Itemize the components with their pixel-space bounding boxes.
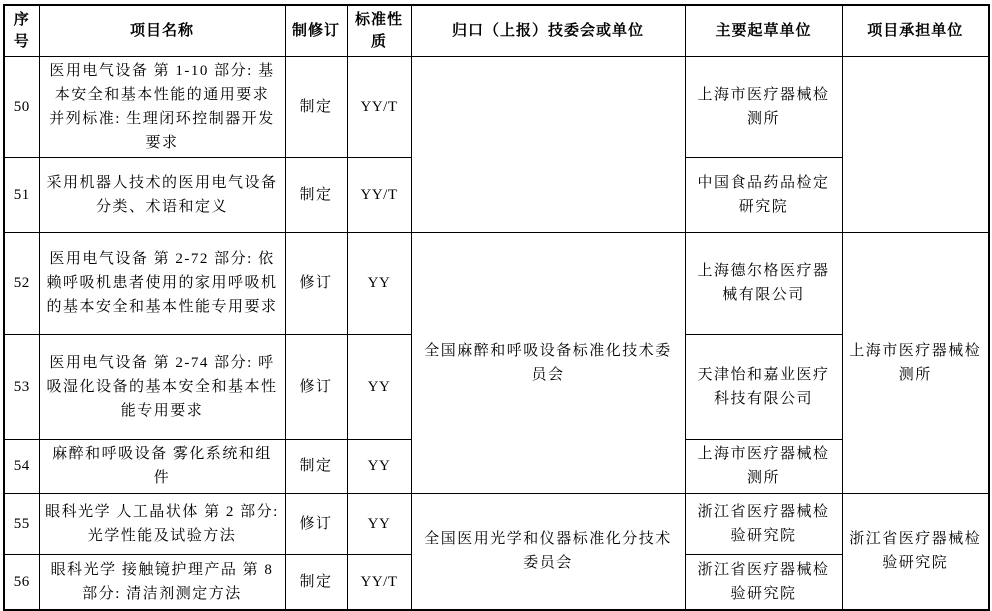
cell-project-name: 医用电气设备 第 2-74 部分: 呼吸湿化设备的基本安全和基本性能专用要求 — [39, 334, 285, 439]
cell-serial-no: 50 — [4, 56, 39, 157]
cell-serial-no: 51 — [4, 157, 39, 232]
cell-standard-nature: YY/T — [347, 157, 411, 232]
cell-project-name: 眼科光学 人工晶状体 第 2 部分: 光学性能及试验方法 — [39, 493, 285, 554]
cell-drafting-unit: 浙江省医疗器械检验研究院 — [685, 554, 842, 610]
table-header-row — [4, 5, 989, 56]
standards-project-table — [3, 4, 990, 611]
table-row — [4, 56, 989, 157]
cell-committee-rows-52-54: 全国麻醉和呼吸设备标准化技术委员会 — [411, 232, 685, 493]
cell-project-name: 采用机器人技术的医用电气设备分类、术语和定义 — [39, 157, 285, 232]
cell-serial-no: 54 — [4, 439, 39, 493]
cell-undertaking-unit-rows-52-54: 上海市医疗器械检测所 — [842, 232, 989, 493]
column-header-standard-nature: 标准性质 — [347, 5, 411, 56]
cell-undertaking-unit-rows-50-51 — [842, 56, 989, 232]
cell-drafting-unit: 中国食品药品检定研究院 — [685, 157, 842, 232]
cell-serial-no: 56 — [4, 554, 39, 610]
cell-standard-nature: YY — [347, 334, 411, 439]
cell-standard-nature: YY/T — [347, 554, 411, 610]
cell-revision-type: 修订 — [285, 334, 347, 439]
cell-drafting-unit: 天津怡和嘉业医疗科技有限公司 — [685, 334, 842, 439]
column-header-undertaking-unit: 项目承担单位 — [842, 5, 989, 56]
cell-revision-type: 修订 — [285, 493, 347, 554]
cell-drafting-unit: 上海市医疗器械检测所 — [685, 56, 842, 157]
cell-drafting-unit: 上海市医疗器械检测所 — [685, 439, 842, 493]
cell-standard-nature: YY/T — [347, 56, 411, 157]
column-header-committee: 归口（上报）技委会或单位 — [411, 5, 685, 56]
cell-project-name: 麻醉和呼吸设备 雾化系统和组件 — [39, 439, 285, 493]
column-header-project-name: 项目名称 — [39, 5, 285, 56]
cell-revision-type: 修订 — [285, 232, 347, 334]
cell-standard-nature: YY — [347, 232, 411, 334]
column-header-revision-type: 制修订 — [285, 5, 347, 56]
cell-committee-rows-55-56: 全国医用光学和仪器标准化分技术委员会 — [411, 493, 685, 610]
cell-drafting-unit: 浙江省医疗器械检验研究院 — [685, 493, 842, 554]
table-row — [4, 232, 989, 334]
column-header-drafting-unit: 主要起草单位 — [685, 5, 842, 56]
cell-project-name: 医用电气设备 第 1-10 部分: 基本安全和基本性能的通用要求 并列标准: 生理闭环控制器开发要求 — [39, 56, 285, 157]
cell-standard-nature: YY — [347, 439, 411, 493]
cell-serial-no: 52 — [4, 232, 39, 334]
cell-drafting-unit: 上海德尔格医疗器械有限公司 — [685, 232, 842, 334]
cell-undertaking-unit-rows-55-56: 浙江省医疗器械检验研究院 — [842, 493, 989, 610]
column-header-serial-no: 序号 — [4, 5, 39, 56]
cell-standard-nature: YY — [347, 493, 411, 554]
cell-revision-type: 制定 — [285, 554, 347, 610]
cell-revision-type: 制定 — [285, 56, 347, 157]
cell-revision-type: 制定 — [285, 157, 347, 232]
table-row — [4, 493, 989, 554]
cell-project-name: 眼科光学 接触镜护理产品 第 8 部分: 清洁剂测定方法 — [39, 554, 285, 610]
cell-committee-rows-50-51 — [411, 56, 685, 232]
cell-serial-no: 55 — [4, 493, 39, 554]
cell-revision-type: 制定 — [285, 439, 347, 493]
cell-project-name: 医用电气设备 第 2-72 部分: 依赖呼吸机患者使用的家用呼吸机的基本安全和基本性能专用要求 — [39, 232, 285, 334]
cell-serial-no: 53 — [4, 334, 39, 439]
